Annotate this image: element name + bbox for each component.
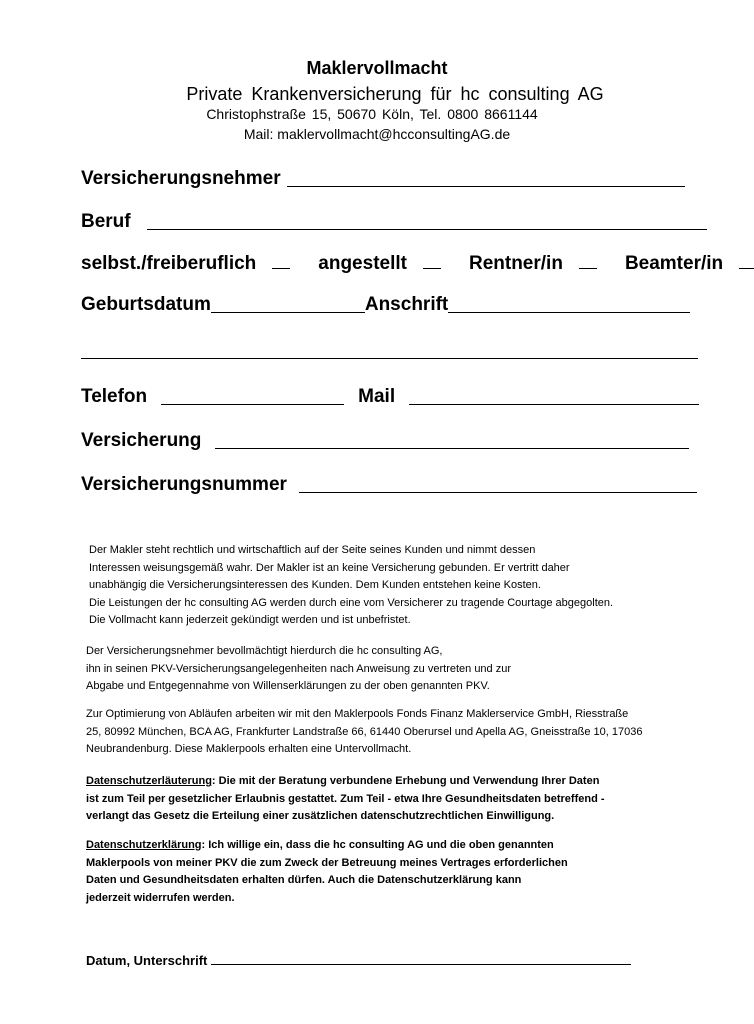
page-title: Maklervollmacht [306,58,448,78]
geburtsdatum-line[interactable] [211,312,365,313]
option-angestellt-blank[interactable] [423,268,441,269]
versicherungsnummer-field[interactable] [81,474,697,496]
geburtsdatum-label: Geburtsdatum [81,294,211,315]
versicherung-label: Versicherung [81,430,202,451]
option-selbststaendig-blank[interactable] [272,268,290,269]
beruf-field[interactable] [81,211,707,233]
versicherungsnehmer-field[interactable] [81,168,685,190]
paragraph-makler: Der Makler steht rechtlich und wirtschaftlich auf der Seite seines Kunden und nimmt dessen Interessen weisungsgemäß wahr. Der Makler ist an keine Versicherung gebunden. Er vertritt daher unabhängig die Versicherungsinteressen des Kunden. Dem Kunden entstehen keine Kosten. Die Leistungen der hc consulting AG werden durch eine vom Versicherer zu tragende Courtage abgegolten. Die Vollmacht kann jederzeit gekündigt werden und ist unbefristet. [89,544,614,626]
mail-line[interactable] [409,404,699,405]
versicherungsnehmer-label: Versicherungsnehmer [81,168,281,189]
company-mail: Mail: maklervollmacht@hcconsultingAG.de [243,126,511,142]
versicherung-line[interactable] [215,448,689,449]
paragraph-maklerpools: Zur Optimierung von Abläufen arbeiten wir mit den Maklerpools Fonds Finanz Maklerservice GmbH, Riesstraße 25, 80992 München, BCA AG, Frankfurter Landstraße 66, 61440 Oberursel und Apella AG, Gneisstraße 10, 17036 Neubrandenburg. Diese Maklerpools erhalten eine Untervollmacht. [86,708,643,755]
beruf-line[interactable] [147,229,707,230]
company-address: Christophstraße 15, 50670 Köln, Tel. 0800 8661144 [206,106,538,122]
beruf-label: Beruf [81,211,131,232]
geburtsdatum-anschrift-row [81,294,690,316]
option-rentner-blank[interactable] [579,268,597,269]
mail-label: Mail [358,386,396,407]
option-angestellt[interactable]: angestellt [318,253,455,275]
subtitle: Private Krankenversicherung für hc consulting AG [186,84,604,104]
signature-line[interactable] [211,964,631,965]
versicherungsnehmer-line[interactable] [287,186,685,187]
anschrift-label: Anschrift [364,294,449,315]
telefon-mail-row [81,386,699,408]
option-beamter[interactable]: Beamter/in [625,253,754,275]
telefon-line[interactable] [161,404,344,405]
option-selbststaendig[interactable]: selbst./freiberuflich [81,253,304,275]
signature-label: Datum, Unterschrift [86,953,208,968]
paragraph-datenschutzerlaeuterung: Datenschutzerläuterung: Die mit der Beratung verbundene Erhebung und Verwendung Ihrer Daten ist zum Teil per gesetzlicher Erlaubnis gestattet. Zum Teil - etwa Ihre Gesundheitsdaten betreffend - verlangt das Gesetz die Erteilung einer zusätzlichen datenschutzrechtlichen Einwilligung. [86,775,605,822]
employment-options [81,253,754,275]
versicherungsnummer-line[interactable] [299,492,697,493]
paragraph-vollmacht: Der Versicherungsnehmer bevollmächtigt hierdurch die hc consulting AG, ihn in seinen PKV-Versicherungsangelegenheiten nach Anweisung zu vertreten und zur Abgabe und Entgegennahme von Willenserklärungen zu der oben genannten PKV. [86,645,512,692]
signature-row [86,953,631,968]
option-rentner[interactable]: Rentner/in [469,253,611,275]
anschrift-continuation-line[interactable] [81,358,698,359]
versicherungsnummer-label: Versicherungsnummer [81,474,287,495]
option-beamter-blank[interactable] [739,268,754,269]
datenschutzerlaeuterung-heading: Datenschutzerläuterung [86,775,212,787]
datenschutzerklaerung-heading: Datenschutzerklärung [86,839,202,851]
telefon-label: Telefon [81,386,148,407]
paragraph-datenschutzerklaerung: Datenschutzerklärung: Ich willige ein, dass die hc consulting AG und die oben genannten Maklerpools von meiner PKV die zum Zweck der Betreuung meines Vertrages erforderlichen Daten und Gesundheitsdaten erhalten dürfen. Auch die Datenschutzerklärung kann jederzeit widerrufen werden. [86,839,568,904]
anschrift-line[interactable] [448,312,690,313]
versicherung-field[interactable] [81,430,689,452]
